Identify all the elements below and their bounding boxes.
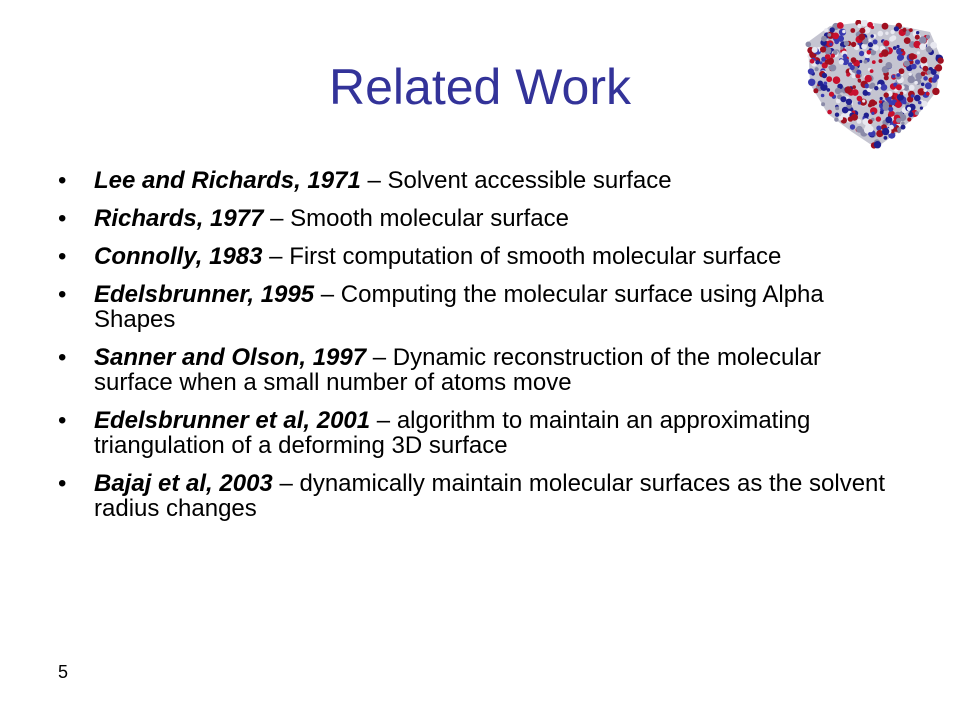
item-description: First computation of smooth molecular surface [289,243,782,270]
citation: Lee and Richards, 1971 [94,167,361,194]
citation: Edelsbrunner, 1995 [94,281,315,308]
list-item [58,206,898,231]
bullet-icon: • [58,344,67,371]
citation: Sanner and Olson, 1997 [94,344,367,371]
bullet-icon: • [58,281,67,308]
citation: Edelsbrunner et al, 2001 [94,407,371,434]
dash: – [272,470,300,497]
list-item [58,471,898,521]
citation: Bajaj et al, 2003 [94,470,273,497]
bullet-icon: • [58,205,67,232]
dash: – [262,243,290,270]
dash: – [366,344,393,371]
slide-number: 5 [58,662,69,682]
item-description: algorithm to maintain an approximating triangulation of a deforming 3D surface [94,407,811,459]
item-description: Solvent accessible surface [387,167,672,194]
bullet-icon: • [58,243,67,270]
bullet-icon: • [58,167,67,194]
dash: – [263,205,291,232]
bullet-icon: • [58,470,67,497]
item-description: Computing the molecular surface using Alpha Shapes [94,281,824,333]
list-item [58,168,898,193]
dash: – [314,281,341,308]
bullet-icon: • [58,407,67,434]
item-description: Smooth molecular surface [290,205,569,232]
item-description: Dynamic reconstruction of the molecular surface when a small number of atoms move [94,344,821,396]
page-title: Related Work [329,59,631,115]
molecule-image [802,20,944,152]
dash: – [370,407,397,434]
citation: Connolly, 1983 [94,243,263,270]
list-item [58,345,898,395]
list-item [58,282,898,332]
dash: – [360,167,388,194]
item-description: dynamically maintain molecular surfaces as the solvent radius changes [94,470,886,522]
list-item [58,408,898,458]
list-item [58,244,898,269]
related-work-list [58,168,898,534]
citation: Richards, 1977 [94,205,264,232]
